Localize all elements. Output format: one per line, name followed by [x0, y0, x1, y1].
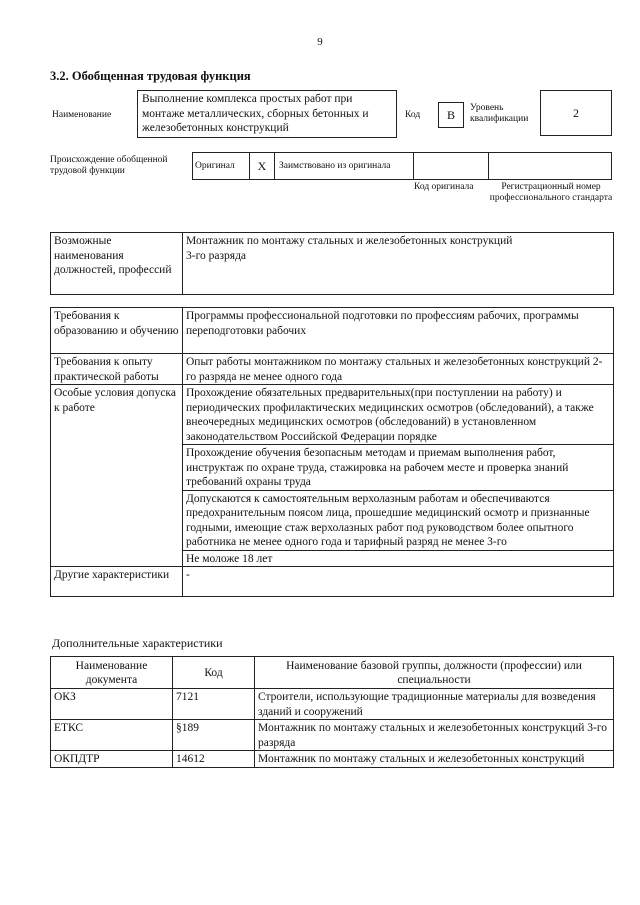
special-condition-item: Допускаются к самостоятельным верхолазным работам и обеспечиваются предохранительным поясом лица, прошедшие медицинский осмотр и признанные годными, имеющие стаж верхолазных работ под руководством более опытного работника не менее одного года и тарифный разряд не менее 3-го	[183, 490, 614, 550]
header-code: Код	[173, 657, 255, 689]
level-value: 2	[540, 90, 612, 136]
function-name: Выполнение комплекса простых работ при монтаже металлических, сборных бетонных и железобетонных конструкций	[137, 90, 397, 138]
special-condition-item: Не моложе 18 лет	[183, 550, 614, 567]
doc-cell: ОКЗ	[51, 689, 173, 720]
code-label: Код	[405, 110, 421, 120]
other-label: Другие характеристики	[51, 567, 183, 597]
education-label: Требования к образованию и обучению	[51, 308, 183, 354]
borrowed-label: Заимствовано из оригинала	[279, 161, 391, 171]
code-original-cell	[413, 153, 489, 179]
code-cell: 14612	[173, 751, 255, 768]
special-condition-item: Прохождение обучения безопасным методам и приемам выполнения работ, инструктаж по охране труда, стажировка на рабочем месте и проверка знаний требований охраны труда	[183, 445, 614, 491]
code-value: B	[438, 102, 464, 128]
code-cell: §189	[173, 720, 255, 751]
other-value: -	[183, 567, 614, 597]
original-mark: X	[249, 153, 275, 179]
positions-value: Монтажник по монтажу стальных и железобетонных конструкций 3-го разряда	[183, 233, 614, 295]
code-original-caption: Код оригинала	[414, 182, 474, 192]
header-group-name: Наименование базовой группы, должности (профессии) или специальности	[255, 657, 614, 689]
education-value: Программы профессиональной подготовки по профессиям рабочих, программы переподготовки рабочих	[183, 308, 614, 354]
origin-table	[192, 152, 612, 180]
header-document: Наименование документа	[51, 657, 173, 689]
doc-cell: ОКПДТР	[51, 751, 173, 768]
additional-table	[50, 656, 614, 768]
doc-cell: ЕТКС	[51, 720, 173, 751]
level-label: Уровень квалификации	[470, 103, 529, 124]
requirements-table	[50, 307, 614, 597]
name-cell: Строители, использующие традиционные материалы для возведения зданий и сооружений	[255, 689, 614, 720]
reg-number-caption: Регистрационный номер профессионального стандарта	[489, 182, 613, 203]
origin-label: Происхождение обобщенной трудовой функции	[50, 155, 168, 176]
positions-label: Возможные наименования должностей, профессий	[51, 233, 183, 295]
table-row	[51, 751, 614, 768]
original-label: Оригинал	[195, 161, 235, 171]
name-label: Наименование	[52, 110, 112, 120]
table-row	[51, 689, 614, 720]
experience-label: Требования к опыту практической работы	[51, 354, 183, 385]
table-row	[51, 720, 614, 751]
special-condition-item: Прохождение обязательных предварительных(при поступлении на работу) и периодических профилактических медицинских осмотров (обследований), а также внеочередных медицинских осмотров (обследований) в установленном законодательством Российской Федерации порядке	[183, 385, 614, 445]
code-cell: 7121	[173, 689, 255, 720]
page-number: 9	[317, 36, 323, 48]
positions-table	[50, 232, 614, 295]
experience-value: Опыт работы монтажником по монтажу стальных и железобетонных конструкций 2-го разряда не менее одного года	[183, 354, 614, 385]
special-conditions-label: Особые условия допуска к работе	[51, 385, 183, 567]
section-title: 3.2. Обобщенная трудовая функция	[50, 69, 251, 83]
name-cell: Монтажник по монтажу стальных и железобетонных конструкций	[255, 751, 614, 768]
additional-title: Дополнительные характеристики	[52, 636, 223, 650]
name-cell: Монтажник по монтажу стальных и железобетонных конструкций 3-го разряда	[255, 720, 614, 751]
